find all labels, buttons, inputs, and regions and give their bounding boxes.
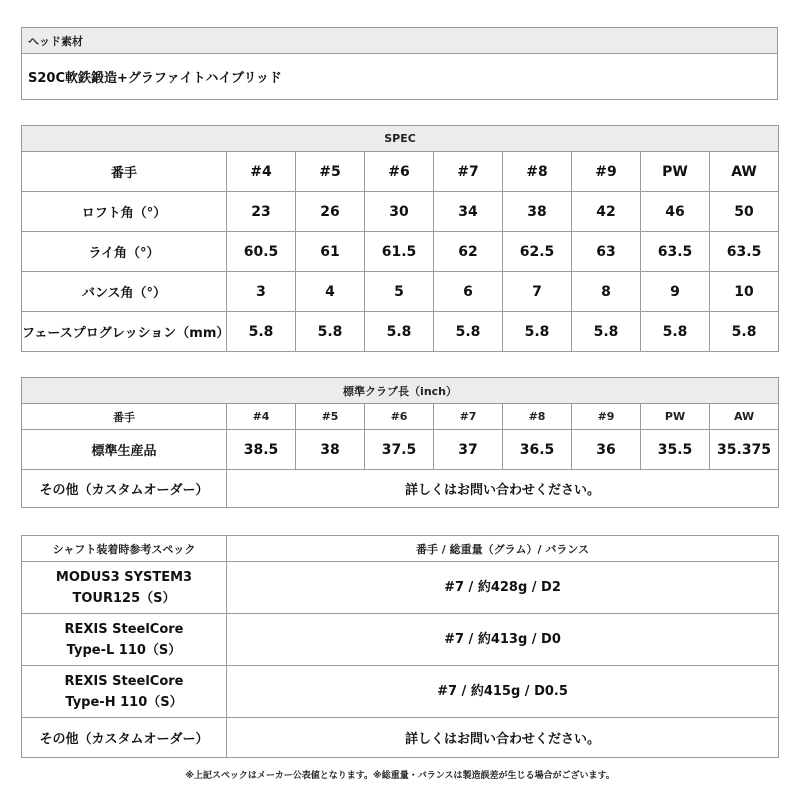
spec-title: SPEC (22, 126, 779, 152)
club-length-standard-row (22, 430, 779, 470)
spec-cell: 34 (434, 192, 503, 232)
spec-cell: 62.5 (503, 232, 572, 272)
spec-cell: 63.5 (641, 232, 710, 272)
shaft-custom-label: その他（カスタムオーダー） (22, 718, 227, 758)
shaft-name-line1: MODUS3 SYSTEM3 (55, 569, 193, 585)
spec-row-face-progression (22, 312, 779, 352)
shaft-header-left: シャフト装着時参考スペック (22, 536, 227, 562)
spec-number: #4 (227, 152, 296, 192)
club-length-cell: 37 (434, 430, 503, 470)
spec-cell: 38 (503, 192, 572, 232)
shaft-name (22, 562, 227, 614)
club-length-standard-label: 標準生産品 (22, 430, 227, 470)
club-length-title: 標準クラブ長（inch） (22, 378, 779, 404)
club-length-number: #7 (434, 404, 503, 430)
club-length-custom-value: 詳しくはお問い合わせください。 (227, 470, 779, 508)
spec-header-row (22, 152, 779, 192)
spec-header-label: 番手 (22, 152, 227, 192)
club-length-header-label: 番手 (22, 404, 227, 430)
club-length-number: #4 (227, 404, 296, 430)
club-length-cell: 35.375 (710, 430, 779, 470)
shaft-value: #7 / 約428g / D2 (227, 562, 779, 614)
spec-cell: 5.8 (365, 312, 434, 352)
shaft-spec-table (21, 535, 779, 758)
shaft-custom-row (22, 718, 779, 758)
spec-number: #5 (296, 152, 365, 192)
spec-cell: 23 (227, 192, 296, 232)
spec-cell: 5.8 (710, 312, 779, 352)
shaft-value: #7 / 約415g / D0.5 (227, 666, 779, 718)
club-length-cell: 38.5 (227, 430, 296, 470)
club-length-number: #9 (572, 404, 641, 430)
spec-cell: 7 (503, 272, 572, 312)
club-length-cell: 37.5 (365, 430, 434, 470)
spec-cell: 30 (365, 192, 434, 232)
spec-table (21, 125, 779, 352)
club-length-cell: 36.5 (503, 430, 572, 470)
spec-number: #8 (503, 152, 572, 192)
shaft-header-right: 番手 / 総重量（グラム）/ バランス (227, 536, 779, 562)
footnote: ※上記スペックはメーカー公表値となります。※総重量・バランスは製造誤差が生じる場合がございます。 (185, 771, 615, 781)
shaft-name-line1: REXIS SteelCore (64, 673, 184, 689)
head-material-value: S20C軟鉄鍛造+グラファイトハイブリッド (22, 54, 778, 100)
shaft-name-line1: REXIS SteelCore (64, 621, 184, 637)
spec-cell: 5.8 (434, 312, 503, 352)
shaft-name (22, 614, 227, 666)
shaft-name-line2: Type-H 110（S） (65, 694, 183, 710)
spec-cell: 62 (434, 232, 503, 272)
spec-cell: 61.5 (365, 232, 434, 272)
spec-number: PW (641, 152, 710, 192)
spec-number: #9 (572, 152, 641, 192)
spec-row-label: ライ角（°） (22, 232, 227, 272)
shaft-name-line2: Type-L 110（S） (66, 642, 182, 658)
spec-cell: 5.8 (641, 312, 710, 352)
spec-row-label: ロフト角（°） (22, 192, 227, 232)
spec-cell: 9 (641, 272, 710, 312)
club-length-number: #8 (503, 404, 572, 430)
spec-cell: 5.8 (296, 312, 365, 352)
shaft-custom-value: 詳しくはお問い合わせください。 (227, 718, 779, 758)
spec-cell: 5.8 (572, 312, 641, 352)
spec-cell: 4 (296, 272, 365, 312)
spec-cell: 6 (434, 272, 503, 312)
shaft-value: #7 / 約413g / D0 (227, 614, 779, 666)
club-length-number: #5 (296, 404, 365, 430)
spec-cell: 42 (572, 192, 641, 232)
spec-row-loft (22, 192, 779, 232)
spec-cell: 5.8 (503, 312, 572, 352)
shaft-row (22, 614, 779, 666)
spec-number: #6 (365, 152, 434, 192)
club-length-number: #6 (365, 404, 434, 430)
shaft-row (22, 562, 779, 614)
head-material-label: ヘッド素材 (22, 28, 778, 54)
spec-row-bounce (22, 272, 779, 312)
spec-cell: 46 (641, 192, 710, 232)
shaft-header-row (22, 536, 779, 562)
spec-number: AW (710, 152, 779, 192)
club-length-custom-label: その他（カスタムオーダー） (22, 470, 227, 508)
spec-cell: 61 (296, 232, 365, 272)
club-length-number: AW (710, 404, 779, 430)
spec-cell: 8 (572, 272, 641, 312)
head-material-table (21, 27, 778, 100)
spec-cell: 10 (710, 272, 779, 312)
club-length-cell: 35.5 (641, 430, 710, 470)
club-length-header-row (22, 404, 779, 430)
club-length-cell: 38 (296, 430, 365, 470)
club-length-table (21, 377, 779, 508)
spec-cell: 50 (710, 192, 779, 232)
spec-cell: 5.8 (227, 312, 296, 352)
club-length-cell: 36 (572, 430, 641, 470)
spec-row-label: バンス角（°） (22, 272, 227, 312)
spec-cell: 63.5 (710, 232, 779, 272)
club-length-number: PW (641, 404, 710, 430)
spec-cell: 26 (296, 192, 365, 232)
spec-cell: 60.5 (227, 232, 296, 272)
spec-row-lie (22, 232, 779, 272)
club-length-custom-row (22, 470, 779, 508)
spec-cell: 63 (572, 232, 641, 272)
shaft-name-line2: TOUR125（S） (72, 590, 176, 606)
spec-row-label: フェースプログレッション（mm） (22, 312, 227, 352)
shaft-name (22, 666, 227, 718)
spec-cell: 3 (227, 272, 296, 312)
spec-number: #7 (434, 152, 503, 192)
shaft-row (22, 666, 779, 718)
spec-cell: 5 (365, 272, 434, 312)
